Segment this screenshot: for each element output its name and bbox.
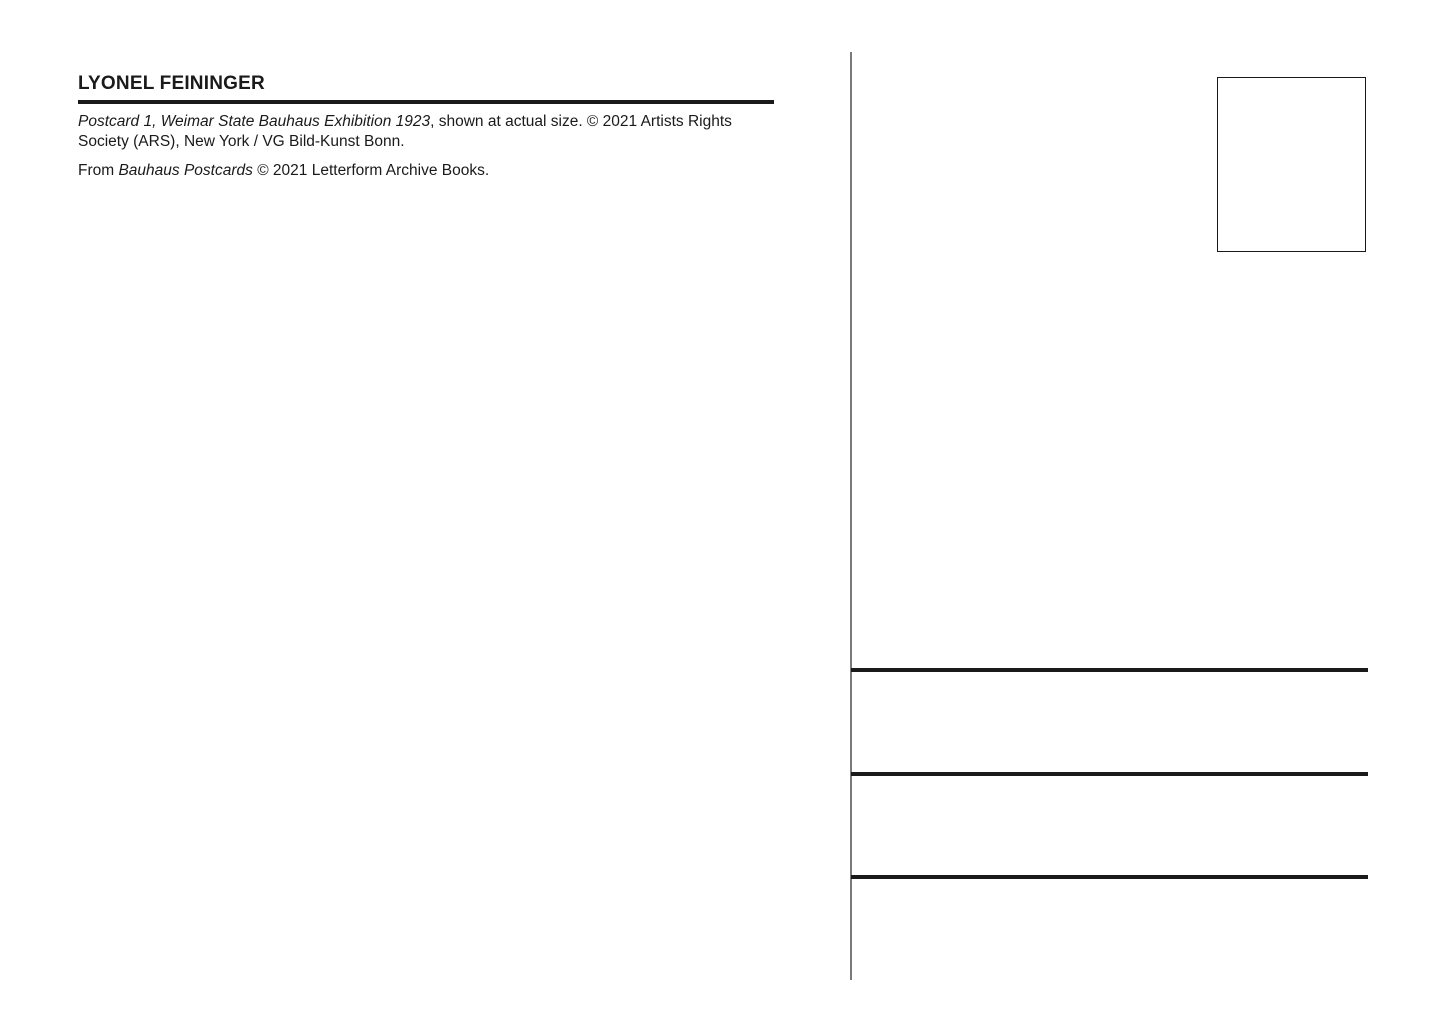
credit-book-title: Bauhaus Postcards xyxy=(118,162,253,179)
title-underline xyxy=(78,100,774,104)
credit-prefix: From xyxy=(78,162,119,179)
credit-text xyxy=(78,161,778,181)
caption-text xyxy=(78,112,778,152)
address-line-2 xyxy=(851,772,1368,776)
caption-work-title: Postcard 1, Weimar State Bauhaus Exhibition 1923 xyxy=(78,113,431,130)
stamp-box xyxy=(1217,77,1366,252)
caption-rest: , shown at actual size. © 2021 Artists Rights Society (ARS), New York / VG Bild-Kunst Bonn. xyxy=(78,113,732,150)
postcard-divider-line xyxy=(850,52,852,980)
credit-suffix: © 2021 Letterform Archive Books. xyxy=(252,162,490,179)
artist-title: LYONEL FEININGER xyxy=(78,73,265,94)
address-line-3 xyxy=(851,875,1368,879)
address-line-1 xyxy=(851,668,1368,672)
